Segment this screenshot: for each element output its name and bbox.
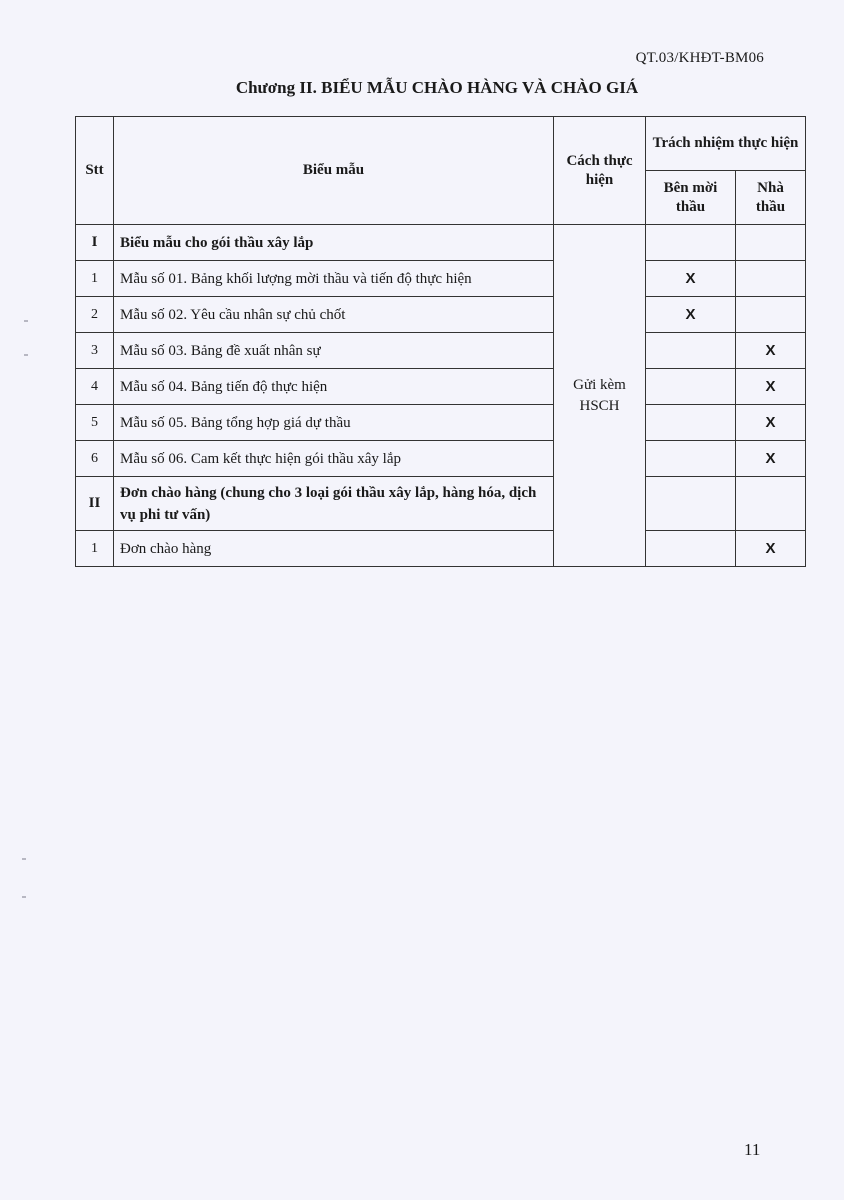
row-form: Mẫu số 01. Bảng khối lượng mời thầu và tiến độ thực hiện: [114, 261, 554, 297]
header-inviter: Bên mời thầu: [646, 171, 736, 225]
row-stt: 1: [76, 261, 114, 297]
row-form: Mẫu số 03. Bảng đề xuất nhân sự: [114, 333, 554, 369]
scan-speck: [22, 896, 26, 898]
row-bidder-mark: X: [736, 369, 806, 405]
section-row: [76, 477, 806, 531]
forms-table-container: [75, 116, 806, 567]
table-row: [76, 369, 806, 405]
row-inviter-mark: [646, 405, 736, 441]
row-inviter-mark: [646, 369, 736, 405]
table-row: [76, 531, 806, 567]
method-value: Gửi kèm HSCH: [573, 376, 626, 414]
row-stt: 4: [76, 369, 114, 405]
method-cell: [554, 225, 646, 567]
row-inviter-mark: [646, 441, 736, 477]
row-stt: 1: [76, 531, 114, 567]
scan-speck: [24, 320, 28, 322]
row-bidder-mark: X: [736, 333, 806, 369]
scan-speck: [22, 858, 26, 860]
row-stt: 2: [76, 297, 114, 333]
row-bidder-mark: X: [736, 405, 806, 441]
table-row: [76, 441, 806, 477]
scan-speck: [24, 354, 28, 356]
row-inviter-mark: X: [646, 297, 736, 333]
section-title: Biểu mẫu cho gói thầu xây lắp: [114, 225, 554, 261]
row-stt: 6: [76, 441, 114, 477]
table-row: [76, 405, 806, 441]
forms-table: [75, 116, 806, 567]
row-bidder-mark: [736, 297, 806, 333]
row-bidder-mark: X: [736, 531, 806, 567]
table-row: [76, 261, 806, 297]
row-bidder-mark: [736, 261, 806, 297]
row-inviter-mark: X: [646, 261, 736, 297]
row-form: Mẫu số 05. Bảng tổng hợp giá dự thầu: [114, 405, 554, 441]
row-form: Đơn chào hàng: [114, 531, 554, 567]
section-stt: I: [76, 225, 114, 261]
header-form: Biểu mẫu: [114, 117, 554, 225]
section-stt: II: [76, 477, 114, 531]
header-stt: Stt: [76, 117, 114, 225]
header-responsibility: Trách nhiệm thực hiện: [646, 117, 806, 171]
header-method: Cách thực hiện: [554, 117, 646, 225]
document-code: QT.03/KHĐT-BM06: [635, 50, 764, 66]
row-bidder-mark: X: [736, 441, 806, 477]
table-row: [76, 333, 806, 369]
page-number: 11: [744, 1140, 761, 1159]
row-inviter-mark: [646, 531, 736, 567]
header-bidder: Nhà thầu: [736, 171, 806, 225]
row-form: Mẫu số 02. Yêu cầu nhân sự chủ chốt: [114, 297, 554, 333]
row-form: Mẫu số 06. Cam kết thực hiện gói thầu xây lắp: [114, 441, 554, 477]
section-row: [76, 225, 806, 261]
table-row: [76, 297, 806, 333]
section-title: Đơn chào hàng (chung cho 3 loại gói thầu xây lắp, hàng hóa, dịch vụ phi tư vấn): [114, 477, 554, 531]
row-stt: 5: [76, 405, 114, 441]
row-inviter-mark: [646, 333, 736, 369]
row-stt: 3: [76, 333, 114, 369]
row-form: Mẫu số 04. Bảng tiến độ thực hiện: [114, 369, 554, 405]
chapter-title: Chương II. BIỂU MẪU CHÀO HÀNG VÀ CHÀO GIÁ: [235, 78, 639, 97]
